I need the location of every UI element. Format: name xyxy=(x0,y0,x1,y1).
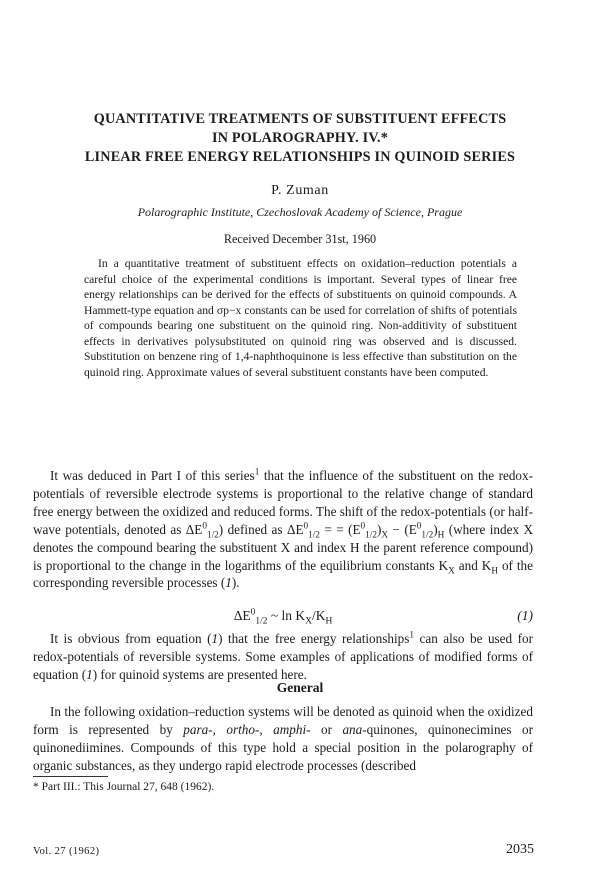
title-line-1: QUANTITATIVE TREATMENTS OF SUBSTITUENT EFFECTS xyxy=(93,111,507,127)
equation-rhs: ~ ln K xyxy=(267,608,306,623)
equation-lhs: ΔE xyxy=(233,608,251,623)
intro-text: that the influence of the substituent on the redox-potentials of reversible electrode systems is proportional to the relative change of standard free energy between the oxidized and reduced forms. The shift of the redox-potentials (or half-wave potentials, denoted as ΔE xyxy=(33,468,533,537)
intro-text: ) xyxy=(376,521,382,537)
intro-paragraph: It was deduced in Part I of this series$^1$ that the influence of the substituent on the redox-potentials of reversible electrode systems is proportional to the relative change of standard free energy between the oxidized and reduced forms. The shift of the redox-potentials (or half-wave potentials, denoted as $\Delta E^0_{1/2}$) defined as $\Delta E^0_{1/2}$ = = $(E^0_{1/2})_X - (E^0_{1/2})_H$ (where index X denotes the compound bearing the substituent X and index H the parent reference compound) is proportional to the change in the logarithms of the equilibrium constants $K_X$ and $K_H$ of the corresponding reversible processes (1). xyxy=(33,466,533,591)
paragraph-text: It is obvious from equation ( xyxy=(50,631,212,646)
author: P. Zuman xyxy=(271,183,329,198)
intro-text: It was deduced in Part I of this series xyxy=(50,468,255,483)
intro-text: of the corresponding reversible processes ( xyxy=(33,557,533,591)
general-paragraph xyxy=(33,703,533,775)
ref-superscript: 1 xyxy=(254,466,260,477)
equation-rhs: /K xyxy=(311,608,326,623)
journal-volume: Vol. 27 (1962) xyxy=(33,846,100,857)
intro-text: ) defined as ΔE xyxy=(218,521,304,537)
paragraph-text: In the following oxidation–reduction systems will be denoted as quinoid when the oxidized form is represented by xyxy=(33,704,533,737)
received-date: Received December 31st, 1960 xyxy=(223,232,377,246)
italic-term: amphi- xyxy=(273,721,311,737)
paragraph-text: quinones, quinonecimines or quinonediimines. Compounds of this type hold a special position in the polarography of organic substances, as they undergo rapid electrode processes (described xyxy=(33,721,533,773)
title-line-2: IN POLAROGRAPHY. IV.* xyxy=(211,130,389,146)
italic-term: ana- xyxy=(342,721,367,737)
footnote-divider xyxy=(33,776,108,777)
intro-text: (where index X denotes the compound bearing the substituent X and index H the parent reference compound) is proportional to the change in the logarithms of the equilibrium constants K xyxy=(33,521,533,573)
paragraph-text: ) that the free energy relationships xyxy=(218,631,410,646)
paragraph-text: can also be used for redox-potentials of reversible systems. Some examples of applications of modified forms of equation ( xyxy=(33,631,533,682)
intro-text: − (E xyxy=(388,521,417,537)
intro-text: ). xyxy=(231,575,240,591)
paragraph-text: or xyxy=(310,721,343,737)
paragraph-text: ) for quinoid systems are presented here. xyxy=(92,666,307,682)
italic-term: para- xyxy=(183,721,213,737)
title-line-3: LINEAR FREE ENERGY RELATIONSHIPS IN QUINOID SERIES xyxy=(84,149,516,165)
intro-text: and K xyxy=(454,557,492,573)
abstract-text: In a quantitative treatment of substituent effects on oxidation–reduction potentials a careful choice of the experimental conditions is important. Several types of linear free energy relationships can be derived for the effects of substituents on quinoid compounds. A Hammett-type equation and σp−x constants can be used for correlation of shifts of potentials of compounds bearing one substituent on the quinoid ring. Non-additivity of substituent effects in derivatives polysubstituted on quinoid ring was observed and is discussed. Substitution on benzene ring of 1,4-naphthoquinone is less effective than substitution on the quinoid ring. Approximate values of several substituent constants have been computed. xyxy=(84,257,517,379)
equation-number: (1) xyxy=(517,608,533,623)
paragraph-text: , xyxy=(212,721,227,737)
intro-text: ) xyxy=(433,521,438,537)
equation-discussion-paragraph: It is obvious from equation (1) that the free energy relationships$^1$ can also be used for redox-potentials of reversible systems. Some examples of applications of modified forms of equation (1) for quinoid systems are presented here. xyxy=(33,629,533,682)
ref-superscript: 1 xyxy=(409,629,414,640)
equation-expression: $\Delta E^0_{1/2}$ ~ $\ln K_X/K_H$ xyxy=(233,607,333,627)
page-number: 2035 xyxy=(506,842,534,857)
affiliation: Polarographic Institute, Czechoslovak Academy of Science, Prague xyxy=(137,205,463,219)
paragraph-text: , xyxy=(259,721,274,737)
section-heading-general: General xyxy=(276,680,324,695)
title-block xyxy=(0,110,600,167)
italic-term: ortho- xyxy=(226,721,260,737)
equation-1 xyxy=(33,608,533,628)
intro-text: = = (E xyxy=(319,521,361,537)
footnote: * Part III.: This Journal 27, 648 (1962). xyxy=(33,781,215,793)
abstract xyxy=(84,256,517,380)
